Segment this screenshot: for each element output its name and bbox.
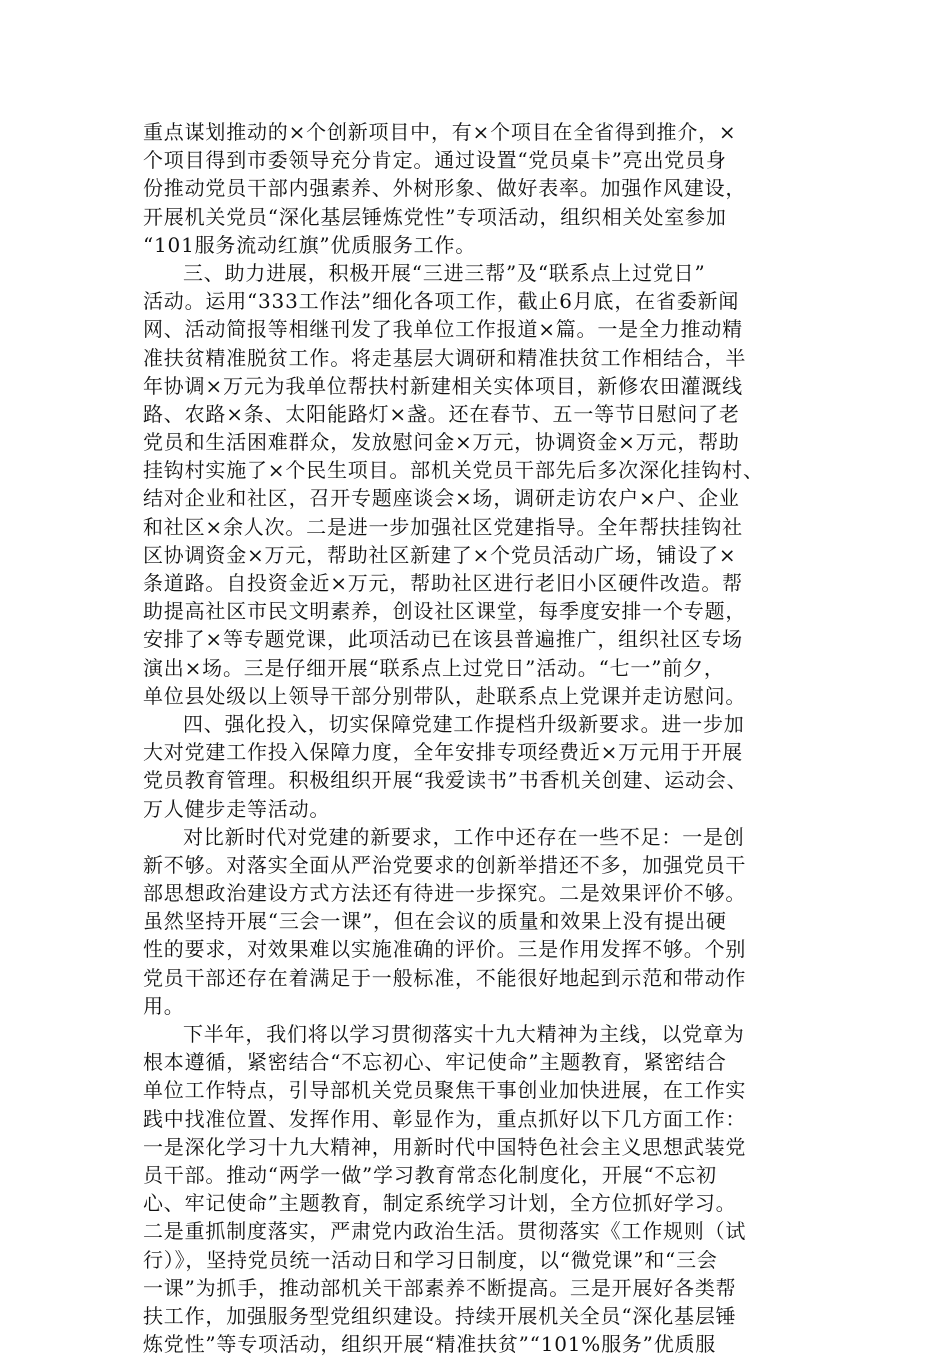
text-line: 党员干部还存在着满足于一般标准，不能很好地起到示范和带动作 bbox=[143, 965, 747, 990]
text-line: 演出×场。三是仔细开展“联系点上过党日”活动。“七一”前夕， bbox=[143, 655, 725, 680]
text-line: 党员教育管理。积极组织开展“我爱读书”书香机关创建、运动会、 bbox=[143, 768, 748, 793]
text-line: 扶工作，加强服务型党组织建设。持续开展机关全员“深化基层锤 bbox=[143, 1303, 737, 1328]
text-line: 开展机关党员“深化基层锤炼党性”专项活动，组织相关处室参加 bbox=[143, 204, 727, 229]
text-line: 结对企业和社区，召开专题座谈会×场，调研走访农户×户、企业 bbox=[143, 486, 740, 511]
text-line: 区协调资金×万元，帮助社区新建了×个党员活动广场，铺设了× bbox=[143, 542, 737, 567]
text-line: 虽然坚持开展“三会一课”，但在会议的质量和效果上没有提出硬 bbox=[143, 909, 727, 934]
paragraph-first-line: 四、强化投入，切实保障党建工作提档升级新要求。进一步加 bbox=[183, 711, 745, 736]
paragraph-first-line: 下半年，我们将以学习贯彻落实十九大精神为主线，以党章为 bbox=[183, 1022, 745, 1046]
text-line: 员干部。推动“两学一做”学习教育常态化制度化，开展“不忘初 bbox=[143, 1162, 717, 1187]
text-line: 单位县处级以上领导干部分别带队，赴联系点上党课并走访慰问。 bbox=[143, 683, 747, 708]
body-text bbox=[143, 118, 809, 1358]
text-line: 挂钩村实施了×个民生项目。部机关党员干部先后多次深化挂钩村、 bbox=[143, 458, 764, 483]
text-line: 党员和生活困难群众，发放慰问金×万元，协调资金×万元，帮助 bbox=[143, 430, 740, 455]
text-line: 份推动党员干部内强素养、外树形象、做好表率。加强作风建设， bbox=[143, 176, 747, 201]
text-line: 践中找准位置、发挥作用、彰显作为，重点抓好以下几方面工作： bbox=[143, 1106, 747, 1131]
text-line: 活动。运用“333工作法”细化各项工作，截止6月底，在省委新闻 bbox=[143, 289, 740, 314]
text-line: 一是深化学习十九大精神，用新时代中国特色社会主义思想武装党 bbox=[143, 1134, 747, 1159]
text-line: 大对党建工作投入保障力度，全年安排专项经费近×万元用于开展 bbox=[143, 740, 743, 765]
text-line: 行）》，坚持党员统一活动日和学习日制度，以“微党课”和“三会 bbox=[143, 1247, 718, 1272]
text-line: 炼党性”等专项活动，组织开展“精准扶贫”“101%服务”优质服 bbox=[143, 1332, 717, 1357]
text-line: 路、农路×条、太阳能路灯×盏。还在春节、五一等节日慰问了老 bbox=[143, 401, 740, 426]
text-line: 部思想政治建设方式方法还有待进一步探究。二是效果评价不够。 bbox=[143, 881, 747, 906]
text-line: 心、牢记使命”主题教育，制定系统学习计划，全方位抓好学习。 bbox=[143, 1191, 737, 1216]
text-line: 性的要求，对效果难以实施准确的评价。三是作用发挥不够。个别 bbox=[143, 937, 747, 962]
text-line: 用。 bbox=[143, 993, 185, 1018]
text-line: 年协调×万元为我单位帮扶村新建相关实体项目，新修农田灌溉线 bbox=[143, 373, 743, 398]
text-line: 根本遵循，紧密结合“不忘初心、牢记使命”主题教育，紧密结合 bbox=[143, 1050, 727, 1075]
text-line: 万人健步走等活动。 bbox=[143, 796, 331, 821]
paragraph-first-line: 三、助力进展，积极开展“三进三帮”及“联系点上过党日” bbox=[183, 260, 706, 285]
text-line: “101服务流动红旗”优质服务工作。 bbox=[143, 232, 477, 257]
text-line: 条道路。自投资金近×万元，帮助社区进行老旧小区硬件改造。帮 bbox=[143, 571, 743, 595]
text-line: 一课”为抓手，推动部机关干部素养不断提高。三是开展好各类帮 bbox=[143, 1275, 737, 1300]
text-line: 重点谋划推动的×个创新项目中，有×个项目在全省得到推介，× bbox=[143, 120, 737, 144]
text-line: 二是重抓制度落实，严肃党内政治生活。贯彻落实《工作规则（试 bbox=[143, 1219, 747, 1244]
text-line: 和社区×余人次。二是进一步加强社区党建指导。全年帮扶挂钩社 bbox=[143, 514, 743, 539]
text-line: 准扶贫精准脱贫工作。将走基层大调研和精准扶贫工作相结合，半 bbox=[143, 345, 747, 370]
text-line: 助提高社区市民文明素养，创设社区课堂，每季度安排一个专题， bbox=[143, 599, 747, 624]
text-line: 网、活动简报等相继刊发了我单位工作报道×篇。一是全力推动精 bbox=[143, 317, 743, 342]
text-line: 安排了×等专题党课，此项活动已在该县普遍推广，组织社区专场 bbox=[143, 627, 743, 652]
text-line: 新不够。对落实全面从严治党要求的创新举措还不多，加强党员干 bbox=[143, 852, 747, 877]
text-line: 个项目得到市委领导充分肯定。通过设置“党员桌卡”亮出党员身 bbox=[143, 148, 727, 173]
paragraph-first-line: 对比新时代对党建的新要求，工作中还存在一些不足：一是创 bbox=[183, 824, 745, 849]
text-line: 单位工作特点，引导部机关党员聚焦干事创业加快进展，在工作实 bbox=[143, 1078, 747, 1103]
